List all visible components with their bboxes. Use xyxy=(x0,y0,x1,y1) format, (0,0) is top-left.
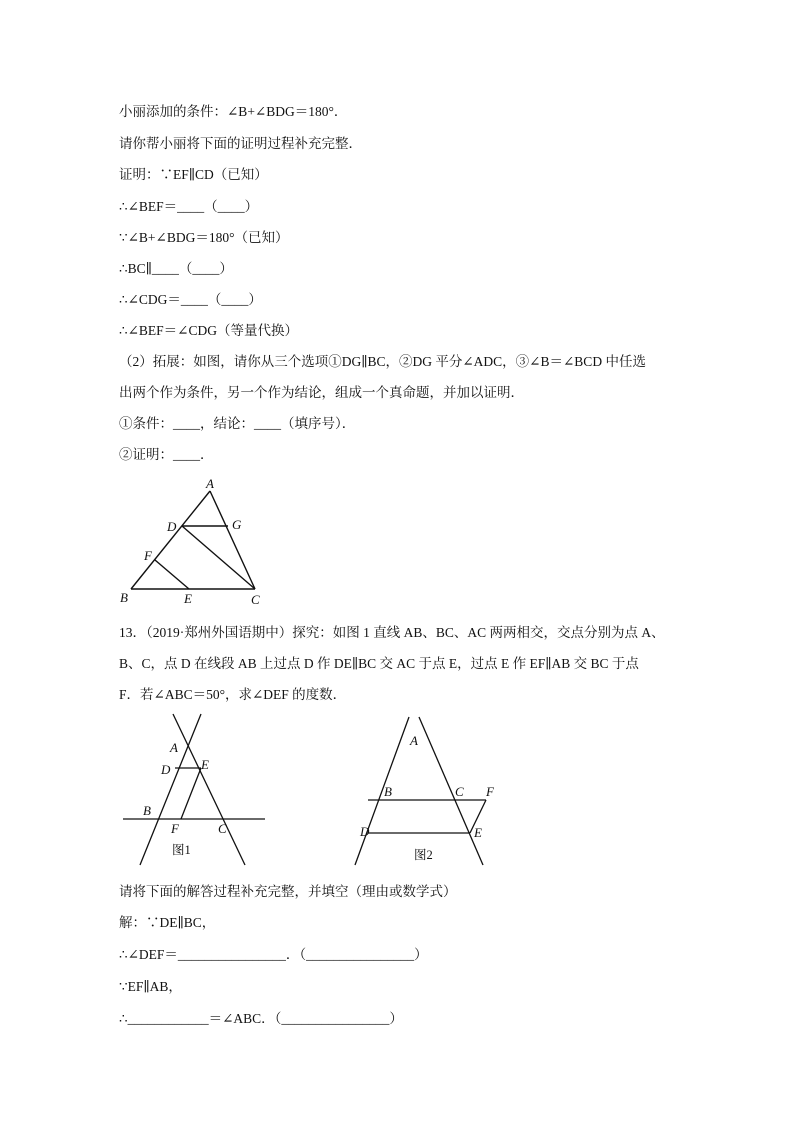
figure-1-caption: 图1 xyxy=(172,843,191,857)
label-f: F xyxy=(486,784,494,799)
problem-13-line-1: 13．（2019·郑州外国语期中）探究：如图 1 直线 AB、BC、AC 两两相交，交点分别为点 A、 xyxy=(119,625,665,640)
label-d: D xyxy=(167,519,177,534)
label-e: E xyxy=(184,591,192,606)
label-e: E xyxy=(201,757,209,772)
text-line: 解：∵DE∥BC， xyxy=(119,915,216,930)
text-line: ∴BC∥____（____） xyxy=(119,261,233,276)
label-a: A xyxy=(170,740,178,755)
label-d: D xyxy=(161,762,171,777)
label-c: C xyxy=(218,821,227,836)
label-c: C xyxy=(251,592,260,607)
text-line: 请将下面的解答过程补充完整，并填空（理由或数学式） xyxy=(119,884,457,899)
text-line: ②证明：____． xyxy=(119,447,214,462)
figure-2-caption: 图2 xyxy=(414,848,433,862)
label-a: A xyxy=(206,476,214,491)
label-g: G xyxy=(232,517,242,532)
label-c: C xyxy=(455,784,464,799)
label-b: B xyxy=(384,784,392,799)
text-line: 小丽添加的条件：∠B+∠BDG＝180°． xyxy=(119,104,348,119)
label-e: E xyxy=(474,825,482,840)
label-b: B xyxy=(120,590,128,605)
text-line: ∴∠BEF＝____（____） xyxy=(119,199,259,214)
text-line: 出两个作为条件，另一个作为结论，组成一个真命题，并加以证明． xyxy=(119,385,524,400)
label-d: D xyxy=(360,824,370,839)
segment-ac xyxy=(210,491,255,589)
line-ab xyxy=(355,717,409,865)
label-a: A xyxy=(410,733,418,748)
text-line: 请你帮小丽将下面的证明过程补充完整． xyxy=(119,136,362,151)
triangle-figure xyxy=(110,475,280,610)
segment-ef xyxy=(181,768,201,819)
line-ac xyxy=(419,717,483,865)
text-line: ∵∠B+∠BDG＝180°（已知） xyxy=(119,230,289,245)
figure-1 xyxy=(115,712,275,867)
text-line: ①条件：____，结论：____（填序号）． xyxy=(119,416,356,431)
text-line: ∴____________＝∠ABC．（________________） xyxy=(119,1011,403,1026)
text-line: （2）拓展：如图，请你从三个选项①DG∥BC，②DG 平分∠ADC，③∠B＝∠BCD 中任选 xyxy=(119,354,646,369)
segment-fe xyxy=(155,560,189,589)
text-line: ∴∠CDG＝____（____） xyxy=(119,292,262,307)
segment-dc xyxy=(182,526,255,589)
text-line: ∵EF∥AB， xyxy=(119,979,182,994)
text-line: ∴∠DEF＝________________．（________________） xyxy=(119,947,428,962)
text-line: 证明：∵EF∥CD（已知） xyxy=(119,167,268,182)
problem-13-line-3: F．若∠ABC＝50°，求∠DEF 的度数． xyxy=(119,687,347,702)
line-ab xyxy=(140,714,201,865)
label-b: B xyxy=(143,803,151,818)
label-f: F xyxy=(144,548,152,563)
figure-2 xyxy=(350,712,510,870)
label-f: F xyxy=(171,821,179,836)
text-line: ∴∠BEF＝∠CDG（等量代换） xyxy=(119,323,298,338)
problem-13-line-2: B、C，点 D 在线段 AB 上过点 D 作 DE∥BC 交 AC 于点 E，过点 E 作 EF∥AB 交 BC 于点 xyxy=(119,656,639,671)
